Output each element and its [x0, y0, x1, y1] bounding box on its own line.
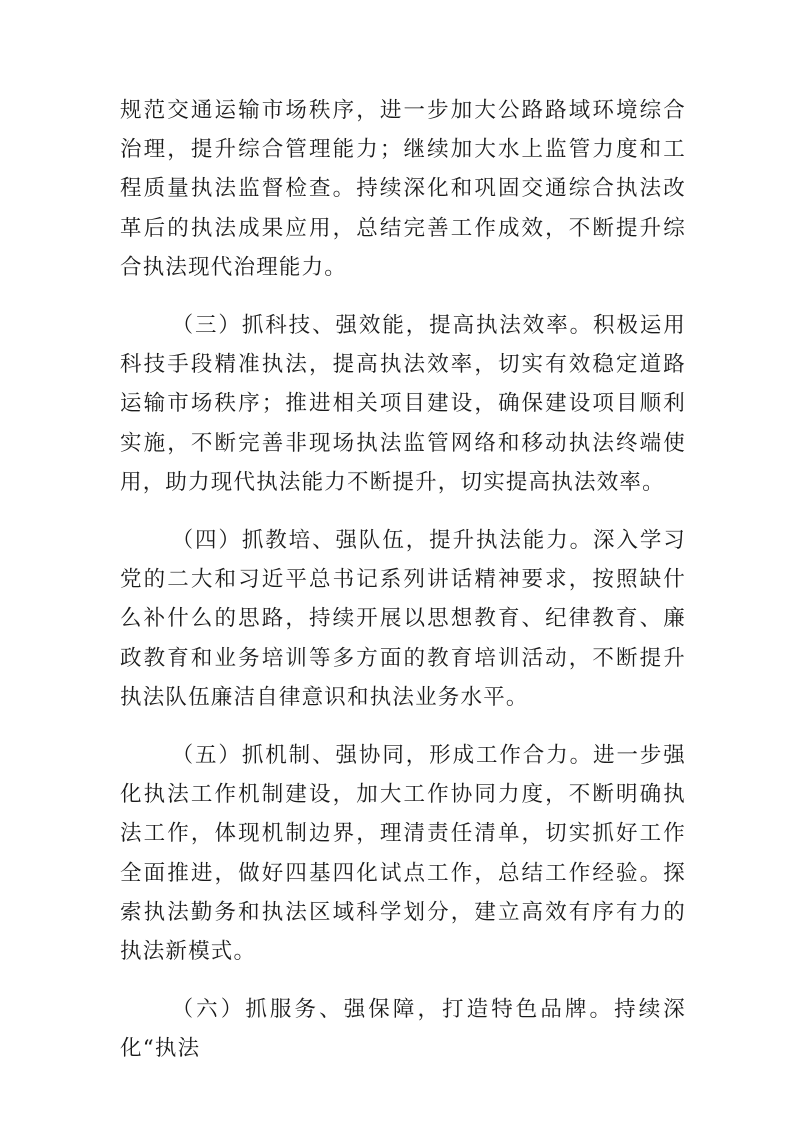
paragraph-section-6: （六）抓服务、强保障，打造特色品牌。持续深化“执法 [120, 997, 686, 1062]
document-page [120, 91, 686, 1088]
paragraph-section-4: （四）抓教培、强队伍，提升执法能力。深入学习党的二大和习近平总书记系列讲话精神要求，按照缺什么补什么的思路，持续开展以思想教育、纪律教育、廉政教育和业务培训等多方面的教育培训活动，不断提升执法队伍廉洁自律意识和执法业务水平。 [120, 528, 686, 710]
paragraph-section-5: （五）抓机制、强协同，形成工作合力。进一步强化执法工作机制建设，加大工作协同力度，不断明确执法工作，体现机制边界，理清责任清单，切实抓好工作全面推进，做好四基四化试点工作，总结工作经验。探索执法勤务和执法区域科学划分，建立高效有序有力的执法新模式。 [120, 743, 686, 965]
paragraph-continuation: 规范交通运输市场秩序，进一步加大公路路域环境综合治理，提升综合管理能力；继续加大水上监管力度和工程质量执法监督检查。持续深化和巩固交通综合执法改革后的执法成果应用，总结完善工作成效，不断提升综合执法现代治理能力。 [120, 98, 686, 280]
paragraph-section-3: （三）抓科技、强效能，提高执法效率。积极运用科技手段精准执法，提高执法效率，切实有效稳定道路运输市场秩序；推进相关项目建设，确保建设项目顺利实施，不断完善非现场执法监管网络和移动执法终端使用，助力现代执法能力不断提升，切实提高执法效率。 [120, 313, 686, 495]
